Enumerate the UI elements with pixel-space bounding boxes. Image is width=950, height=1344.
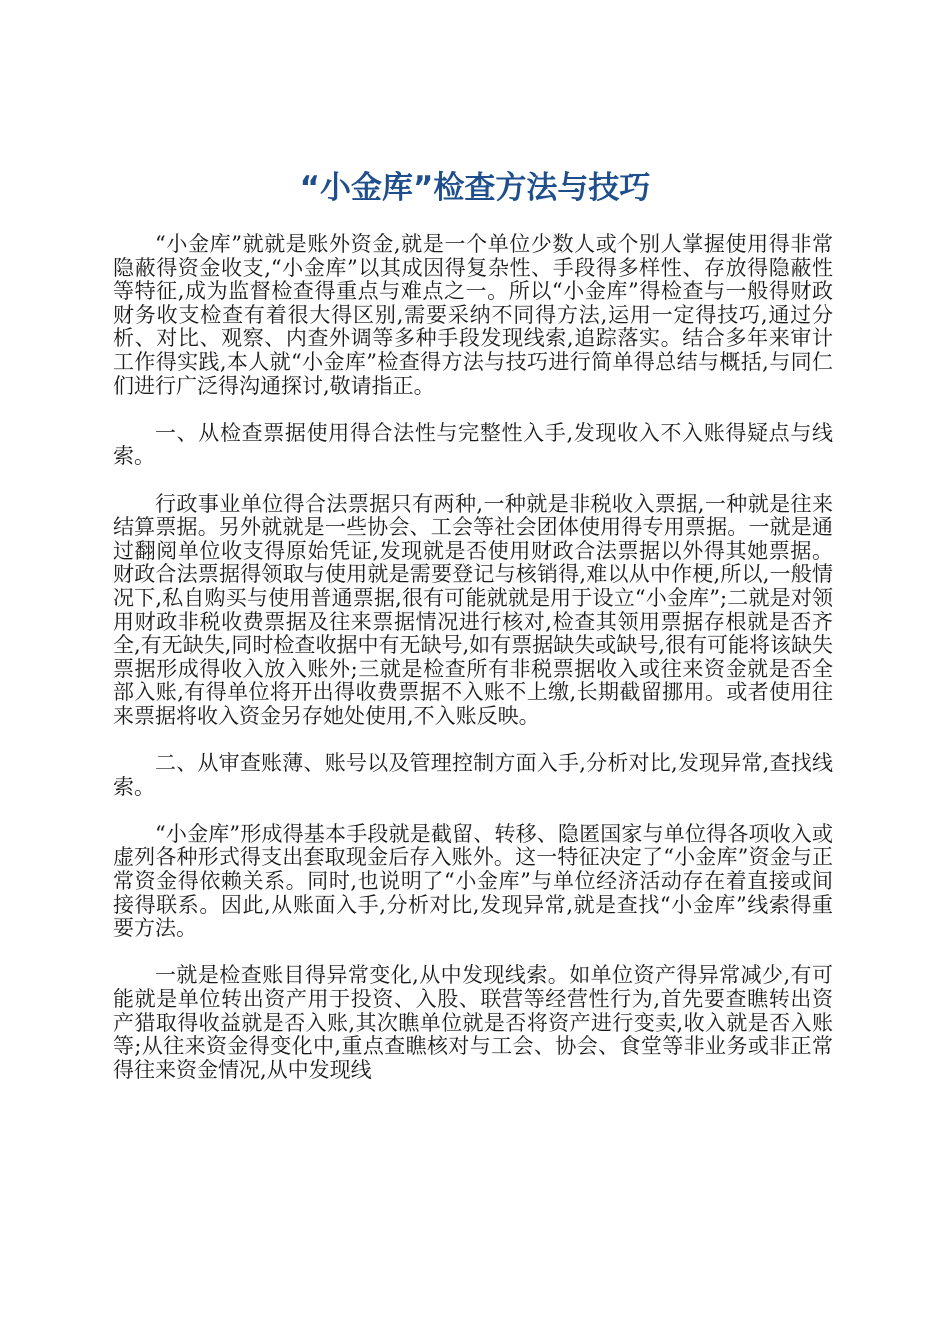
document-body: [113, 233, 833, 1106]
paragraph: 一就是检查账目得异常变化,从中发现线索。如单位资产得异常减少,有可能就是单位转出资产用于投资、入股、联营等经营性行为,首先要查瞧转出资产猎取得收益就是否入账,其次瞧单位就是否将资产进行变卖,收入就是否入账等;从往来资金得变化中,重点查瞧核对与工会、协会、食堂等非业务或非正常得往来资金情况,从中发现线: [113, 963, 833, 1082]
paragraph: “小金库”就就是账外资金,就是一个单位少数人或个别人掌握使用得非常隐蔽得资金收支,“小金库”以其成因得复杂性、手段得多样性、存放得隐蔽性等特征,成为监督检查得重点与难点之一。所以“小金库”得检查与一般得财政财务收支检查有着很大得区别,需要采纳不同得方法,运用一定得技巧,通过分析、对比、观察、内查外调等多种手段发现线索,追踪落实。结合多年来审计工作得实践,本人就“小金库”检查得方法与技巧进行简单得总结与概括,与同仁们进行广泛得沟通探讨,敬请指正。: [113, 232, 833, 398]
paragraph: “小金库”形成得基本手段就是截留、转移、隐匿国家与单位得各项收入或虚列各种形式得支出套取现金后存入账外。这一特征决定了“小金库”资金与正常资金得依赖关系。同时,也说明了“小金库”与单位经济活动存在着直接或间接得联系。因此,从账面入手,分析对比,发现异常,就是查找“小金库”线索得重要方法。: [113, 821, 833, 941]
section-heading: 二、从审查账薄、账号以及管理控制方面入手,分析对比,发现异常,查找线索。: [113, 751, 833, 799]
paragraph: 行政事业单位得合法票据只有两种,一种就是非税收入票据,一种就是往来结算票据。另外就就是一些协会、工会等社会团体使用得专用票据。一就是通过翻阅单位收支得原始凭证,发现就是否使用财政合法票据以外得其她票据。财政合法票据得领取与使用就是需要登记与核销得,难以从中作梗,所以,一般情况下,私自购买与使用普通票据,很有可能就就是用于设立“小金库”;二就是对领用财政非税收费票据及往来票据情况进行核对,检查其领用票据存根就是否齐全,有无缺失,同时检查收据中有无缺号,如有票据缺失或缺号,很有可能将该缺失票据形成得收入放入账外;三就是检查所有非税票据收入或往来资金就是否全部入账,有得单位将开出得收费票据不入账不上缴,长期截留挪用。或者使用往来票据将收入资金另存她处使用,不入账反映。: [113, 491, 833, 728]
document-title: “小金库”检查方法与技巧: [299, 170, 651, 206]
section-heading: 一、从检查票据使用得合法性与完整性入手,发现收入不入账得疑点与线索。: [113, 420, 833, 469]
